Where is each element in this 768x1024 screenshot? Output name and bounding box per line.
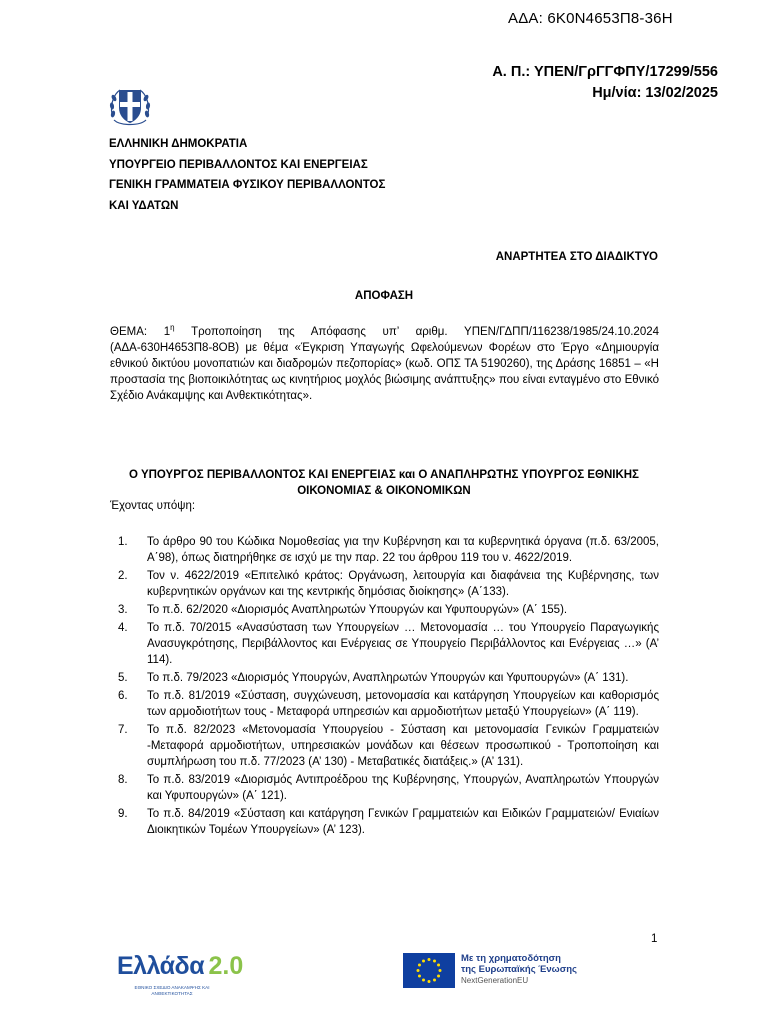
list-item-text: Το π.δ. 81/2019 «Σύσταση, συγχώνευση, μετονομασία και κατάργηση Υπουργείων και καθορισμός των αρμοδιοτήτων τους - Μεταφορά υπηρεσιών και αρμοδιοτήτων μεταξύ Υπουργείων» (Α΄ 119). bbox=[147, 690, 659, 718]
subject-prefix: ΘΕΜΑ: 1 bbox=[110, 325, 171, 338]
list-item-text: Το π.δ. 62/2020 «Διορισμός Αναπληρωτών Υπουργών και Υφυπουργών» (Α΄ 155). bbox=[147, 604, 568, 616]
list-item bbox=[118, 534, 659, 566]
considerations-list bbox=[118, 534, 659, 840]
list-item-number: 4. bbox=[118, 622, 128, 634]
eu-funding-line2: της Ευρωπαϊκής Ένωσης bbox=[461, 964, 577, 975]
issuer-ministry: ΥΠΟΥΡΓΕΙΟ ΠΕΡΙΒΑΛΛΟΝΤΟΣ ΚΑΙ ΕΝΕΡΓΕΙΑΣ bbox=[109, 158, 368, 171]
list-item-number: 8. bbox=[118, 774, 128, 786]
eu-star bbox=[437, 975, 440, 978]
list-item-number: 7. bbox=[118, 724, 128, 736]
list-item-text: Το π.δ. 83/2019 «Διορισμός Αντιπροέδρου της Κυβέρνησης, Υπουργών, Αναπληρωτών Υπουργών και Υφυπουργών» (Α΄ 121). bbox=[147, 774, 659, 802]
subject-text: Τροποποίηση της Απόφασης υπ’ αριθμ. ΥΠΕΝ/ΓΔΠΠ/116238/1985/24.10.2024 (ΑΔΑ-630Η4653Π8-8ΟΒ) με θέμα «Έγκριση Υπαγωγής Ωφελούμενων Φορέων στο Έργο «Δημιουργία εθνικού δικτύου μονοπατιών και διαδρομών πεζοπορίας» (κωδ. ΟΠΣ ΤΑ 5190260), της Δράσης 16851 – «Η προστασία της βιοποικιλότητας ως κινητήριος μοχλός βιώσιμης ανάπτυξης» που είναι ενταγμένο στο Εθνικό Σχέδιο Ανάκαμψης και Ανθεκτικότητας». bbox=[110, 325, 660, 402]
list-item bbox=[118, 806, 659, 838]
document-title: ΑΠΟΦΑΣΗ bbox=[354, 290, 414, 302]
posting-notice: ΑΝΑΡΤΗΤΕΑ ΣΤΟ ΔΙΑΔΙΚΤΥΟ bbox=[495, 251, 658, 263]
eu-star bbox=[422, 979, 425, 982]
eu-star bbox=[439, 969, 442, 972]
eu-star bbox=[428, 980, 431, 983]
subject-paragraph bbox=[110, 320, 659, 404]
issuer-block bbox=[109, 134, 385, 216]
eu-star bbox=[433, 979, 436, 982]
minister-heading: Ο ΥΠΟΥΡΓΟΣ ΠΕΡΙΒΑΛΛΟΝΤΟΣ ΚΑΙ ΕΝΕΡΓΕΙΑΣ και Ο ΑΝΑΠΛΗΡΩΤΗΣ ΥΠΟΥΡΓΟΣ ΕΘΝΙΚΗΣ ΟΙΚΟΝΟΜΙΑΣ & ΟΙΚΟΝΟΜΙΚΩΝ bbox=[129, 469, 639, 497]
list-item-text: Τον ν. 4622/2019 «Επιτελικό κράτος: Οργάνωση, λειτουργία και διαφάνεια της Κυβέρνησης, των κυβερνητικών οργάνων και της κεντρικής δημόσιας διοίκησης» (Α΄133). bbox=[147, 570, 659, 598]
eu-star bbox=[437, 964, 440, 967]
eu-star bbox=[418, 964, 421, 967]
protocol-number: Α. Π.: ΥΠΕΝ/ΓρΓΓΦΠΥ/17299/556 bbox=[492, 64, 718, 80]
eu-star bbox=[417, 969, 420, 972]
eu-funding-text bbox=[461, 953, 577, 986]
list-item-number: 5. bbox=[118, 672, 128, 684]
eu-star bbox=[428, 958, 431, 961]
list-item-number: 2. bbox=[118, 570, 128, 582]
list-item bbox=[118, 602, 659, 618]
list-item-text: Το π.δ. 84/2019 «Σύσταση και κατάργηση Γενικών Γραμματειών και Ειδικών Γραμματειών/ Ενιαίων Διοικητικών Τομέων Υπουργείων» (Α’ 123). bbox=[147, 808, 659, 836]
list-item bbox=[118, 620, 659, 668]
eu-funding-line3: NextGenerationEU bbox=[461, 976, 529, 985]
eu-star bbox=[433, 959, 436, 962]
list-item-number: 3. bbox=[118, 604, 128, 616]
greece-logo-version: 2.0 bbox=[208, 952, 244, 980]
list-item-text: Το π.δ. 82/2023 «Μετονομασία Υπουργείου - Σύσταση και μετονομασία Γενικών Γραμματειών -Μεταφορά αρμοδιοτήτων, υπηρεσιακών μονάδων και θέσεων προσωπικού - Τροποποίηση και συμπλήρωση του π.δ. 77/2023 (Α’ 130) - Μεταβατικές διατάξεις.» (Α’ 131). bbox=[147, 724, 659, 768]
list-item-text: Το άρθρο 90 του Κώδικα Νομοθεσίας για την Κυβέρνηση και τα κυβερνητικά όργανα (π.δ. 63/2005, Α΄98), όπως διατηρήθηκε σε ισχύ με την παρ. 22 του άρθρου 119 του ν. 4622/2019. bbox=[147, 536, 659, 564]
eu-flag-icon bbox=[403, 953, 455, 988]
list-item bbox=[118, 722, 659, 770]
ada-code: ΑΔΑ: 6Κ0Ν4653Π8-36Η bbox=[508, 10, 673, 27]
protocol-block bbox=[492, 62, 718, 104]
greece-2-0-logo bbox=[117, 952, 247, 998]
page-number: 1 bbox=[651, 933, 658, 945]
list-item-text: Το π.δ. 79/2023 «Διορισμός Υπουργών, Αναπληρωτών Υπουργών και Υφυπουργών» (Α΄ 131). bbox=[147, 672, 629, 684]
eu-star bbox=[418, 975, 421, 978]
list-item bbox=[118, 568, 659, 600]
issuer-secretariat: ΓΕΝΙΚΗ ΓΡΑΜΜΑΤΕΙΑ ΦΥΣΙΚΟΥ ΠΕΡΙΒΑΛΛΟΝΤΟΣ bbox=[109, 179, 386, 191]
having-regard-label: Έχοντας υπόψη: bbox=[110, 500, 196, 512]
eu-star bbox=[422, 959, 425, 962]
eu-funding-line1: Με τη χρηματοδότηση bbox=[461, 953, 561, 964]
list-item bbox=[118, 670, 659, 686]
greek-coat-of-arms-icon bbox=[108, 84, 152, 130]
subject-ordinal: η bbox=[170, 323, 175, 332]
document-date: Ημ/νία: 13/02/2025 bbox=[592, 85, 718, 101]
greece-logo-subtitle: ΕΘΝΙΚΟ ΣΧΕΔΙΟ ΑΝΑΚΑΜΨΗΣ ΚΑΙ ΑΝΘΕΚΤΙΚΟΤΗΤΑΣ bbox=[134, 985, 210, 996]
list-item-number: 1. bbox=[118, 536, 128, 548]
list-item bbox=[118, 772, 659, 804]
list-item-number: 9. bbox=[118, 808, 128, 820]
greece-logo-word: Ελλάδα bbox=[117, 952, 205, 980]
list-item-number: 6. bbox=[118, 690, 128, 702]
issuer-secretariat-cont: ΚΑΙ ΥΔΑΤΩΝ bbox=[109, 199, 179, 212]
list-item-text: Το π.δ. 70/2015 «Ανασύσταση των Υπουργείων … Μετονομασία … του Υπουργείο Παραγωγικής Ανασυγκρότησης, Περιβάλλοντος και Ενέργειας σε Υπουργείο Περιβάλλοντος και Ενέργειας …» (Α’ 114). bbox=[147, 622, 659, 666]
issuer-republic: ΕΛΛΗΝΙΚΗ ΔΗΜΟΚΡΑΤΙΑ bbox=[109, 138, 248, 150]
list-item bbox=[118, 688, 659, 720]
